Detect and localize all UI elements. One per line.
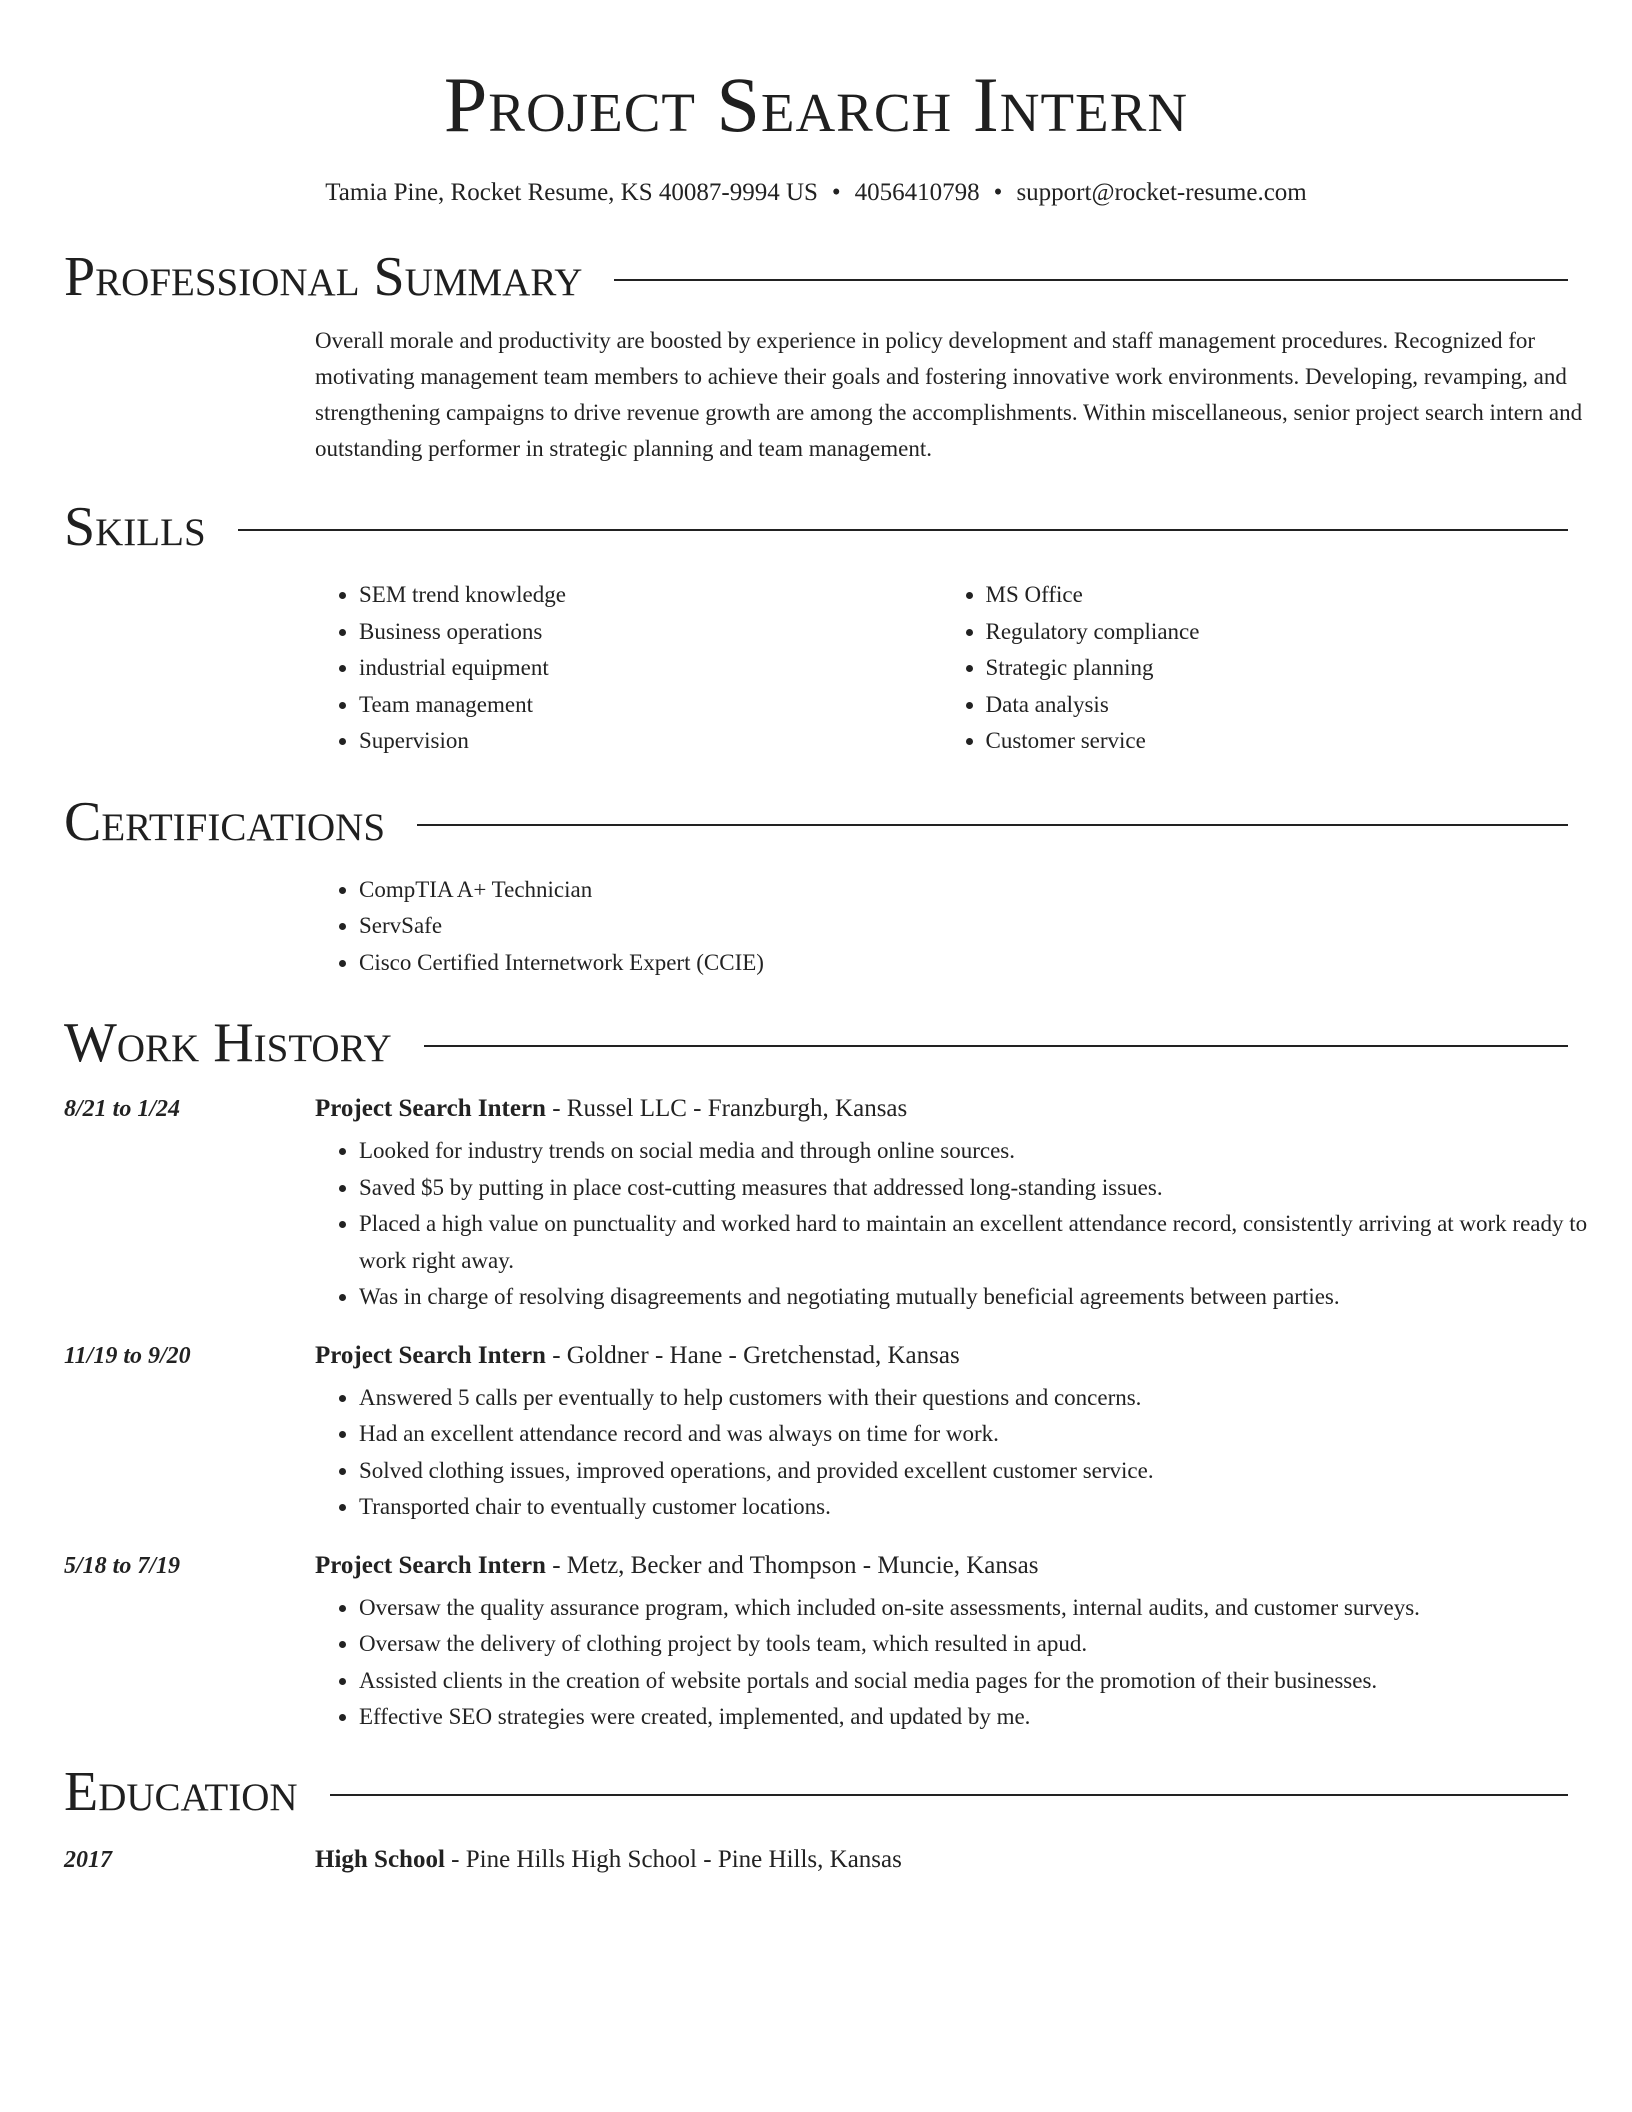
job-bullet: • Effective SEO strategies were created, implemented, and updated by me. [359,1699,1625,1736]
education-degree: High School [315,1845,445,1873]
certifications-section [64,790,1568,982]
job-entry [64,1342,1568,1526]
job-bullet: • Answered 5 calls per eventually to help customers with their questions and concerns. [359,1380,1625,1417]
job-bullet: • Oversaw the delivery of clothing project by tools team, which resulted in apud. [359,1626,1625,1663]
section-title: Work History [64,1012,392,1074]
section-divider [424,1045,1568,1047]
skill-item: • industrial equipment [359,650,942,687]
skill-item: • Data analysis [986,687,1569,724]
job-bullet: • Looked for industry trends on social media and through online sources. [359,1133,1625,1170]
skills-list [315,577,1568,760]
job-details: - Russel LLC - Franzburgh, Kansas [545,1095,908,1122]
section-title: Certifications [64,790,386,853]
certifications-list [315,872,1568,982]
section-divider [238,529,1568,531]
section-divider [417,824,1568,826]
job-title-line [315,1342,960,1370]
job-bullet: • Solved clothing issues, improved operations, and provided excellent customer service. [359,1453,1625,1490]
contact-separator: • [993,179,1003,206]
job-bullet: • Oversaw the quality assurance program, which included on-site assessments, internal audits, and customer surveys. [359,1590,1625,1627]
contact-email[interactable]: support@rocket-resume.com [1016,179,1307,206]
skills-column-right [942,577,1569,760]
section-divider [614,279,1568,281]
certification-item: • ServSafe [359,908,1568,945]
job-details: - Goldner - Hane - Gretchenstad, Kansas [545,1341,960,1369]
skills-column-left [315,577,942,760]
section-title: Skills [64,496,206,558]
skill-item: • Team management [359,687,942,724]
skill-item: • Supervision [359,723,942,760]
job-role: Project Search Intern [315,1341,546,1369]
education-line [315,1846,902,1874]
job-role: Project Search Intern [315,1095,546,1122]
job-dates: 8/21 to 1/24 [64,1096,181,1122]
summary-text: Overall morale and productivity are boosted by experience in policy development and staff management procedures. Recognized for motivating management team members to achieve their goals and fostering innovative work environments. Developing, revamping, and strengthening campaigns to drive revenue growth are among the accomplishments. Within miscellaneous, senior project search intern and outstanding performer in strategic planning and team management. [315,328,1583,461]
contact-separator: • [831,179,841,206]
skill-item: • MS Office [986,577,1569,614]
job-details: - Metz, Becker and Thompson - Muncie, Kansas [545,1551,1039,1579]
skills-header [64,496,1568,558]
skill-item: • Customer service [986,723,1569,760]
job-bullets [315,1380,1625,1526]
job-entry [64,1552,1568,1736]
contact-line [64,179,1568,207]
skills-section [64,496,1568,760]
skill-item: • Strategic planning [986,650,1569,687]
work-history-header [64,1012,1568,1074]
summary-section [64,246,1583,467]
education-entry [64,1846,1568,1874]
job-bullet: • Transported chair to eventually customer locations. [359,1489,1625,1526]
candidate-name: Project Search Intern [443,61,1189,148]
job-title-line [315,1095,907,1123]
education-section [64,1760,1568,1874]
section-divider [330,1794,1568,1796]
job-dates: 11/19 to 9/20 [64,1342,191,1369]
job-entry [64,1095,1588,1316]
job-bullet: • Was in charge of resolving disagreements and negotiating mutually beneficial agreements between parties. [359,1279,1625,1316]
job-bullet: • Had an excellent attendance record and was always on time for work. [359,1416,1625,1453]
job-dates: 5/18 to 7/19 [64,1552,181,1579]
job-bullet: • Placed a high value on punctuality and worked hard to maintain an excellent attendance record, consistently arriving at work ready to work right away. [359,1206,1625,1279]
job-bullet: • Saved $5 by putting in place cost-cutting measures that addressed long-standing issues. [359,1170,1625,1207]
summary-header [64,246,1568,308]
skill-item: • Regulatory compliance [986,614,1569,651]
contact-phone: 4056410798 [854,179,980,206]
skill-item: • Business operations [359,614,942,651]
work-history-section [64,1012,1588,1736]
section-title: Professional Summary [64,246,583,308]
job-bullets [315,1133,1625,1316]
contact-address: Tamia Pine, Rocket Resume, KS 40087-9994 US [325,179,818,206]
education-year: 2017 [64,1846,112,1873]
job-title-line [315,1552,1038,1580]
job-bullets [315,1590,1625,1736]
education-details: - Pine Hills High School - Pine Hills, Kansas [444,1845,902,1873]
job-bullet: • Assisted clients in the creation of website portals and social media pages for the promotion of their businesses. [359,1663,1625,1700]
section-title: Education [64,1760,298,1823]
certification-item: • CompTIA A+ Technician [359,872,1568,909]
certification-item: • Cisco Certified Internetwork Expert (CCIE) [359,945,1568,982]
certifications-header [64,790,1568,853]
skill-item: • SEM trend knowledge [359,577,942,614]
job-role: Project Search Intern [315,1551,546,1579]
education-header [64,1760,1568,1823]
